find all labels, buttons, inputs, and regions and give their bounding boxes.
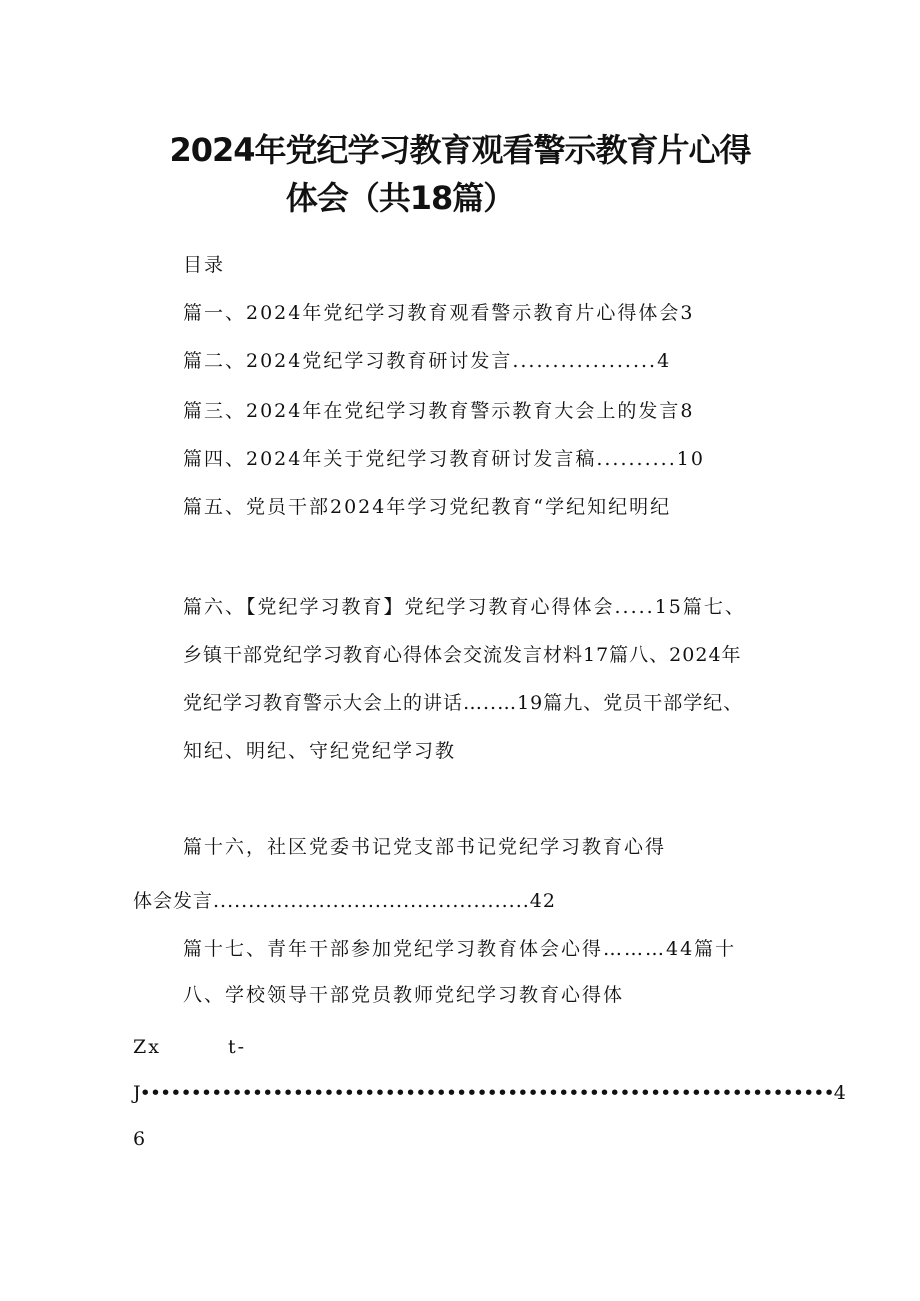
toc-entry: 篇十七、青年干部参加党纪学习教育体会心得………44篇十 — [183, 938, 737, 960]
toc-entry: 篇五、党员干部2024年学习党纪教育“学纪知纪明纪 — [183, 496, 672, 518]
garbled-text: Zx — [133, 1036, 161, 1058]
toc-entry-dotted: J••••••••••••••••••••••••••••••••••••••••••••••••••••••••••••••••••••4 — [133, 1082, 845, 1104]
toc-heading: 目录 — [183, 254, 226, 276]
toc-entry: 乡镇干部党纪学习教育心得体会交流发言材料17篇八、2024年 — [183, 644, 742, 666]
toc-entry: 篇一、2024年党纪学习教育观看警示教育片心得体会3 — [183, 302, 695, 324]
toc-entry: 篇三、2024年在党纪学习教育警示教育大会上的发言8 — [183, 400, 695, 422]
page-number-fragment: 6 — [133, 1128, 148, 1150]
document-title-line-1: 2024年党纪学习教育观看警示教育片心得 — [169, 131, 751, 169]
toc-entry: 体会发言.............................................42 — [133, 890, 556, 912]
toc-entry: 篇十六，社区党委书记党支部书记党纪学习教育心得 — [183, 836, 667, 858]
toc-entry: 篇二、2024党纪学习教育研讨发言..................4 — [183, 350, 672, 372]
garbled-text: t- — [228, 1036, 247, 1058]
toc-entry: 八、学校领导干部党员教师党纪学习教育心得体 — [183, 984, 625, 1006]
toc-entry: 篇六、【党纪学习教育】党纪学习教育心得体会.....15篇七、 — [183, 596, 746, 618]
toc-entry: 党纪学习教育警示大会上的讲话…..…19篇九、党员干部学纪、 — [183, 692, 744, 714]
toc-entry: 篇四、2024年关于党纪学习教育研讨发言稿..........10 — [183, 448, 705, 470]
toc-entry: 知纪、明纪、守纪党纪学习教 — [183, 740, 457, 762]
document-title-line-2: 体会（共18篇） — [285, 179, 515, 217]
